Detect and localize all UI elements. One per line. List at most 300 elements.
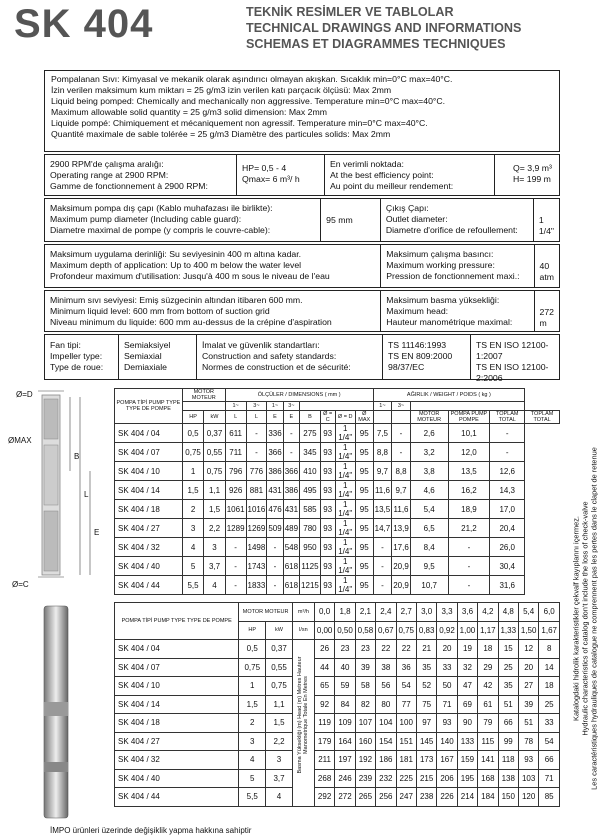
footer-note: İMPO ürünleri üzerinde değişiklik yapma hakkına sahiptir xyxy=(50,826,252,835)
op-hp: HP= 0,5 - 4 xyxy=(242,163,287,173)
table-cell: 71 xyxy=(437,695,457,714)
table-cell: 3 xyxy=(239,732,266,751)
flow-ls: 0,83 xyxy=(416,621,436,640)
flow-ls: 1,67 xyxy=(539,621,560,640)
table-cell: 0,75 xyxy=(204,462,225,481)
table-cell: 21 xyxy=(416,640,436,659)
table-cell: 93 xyxy=(320,462,335,481)
table-cell: 1 1/4" xyxy=(335,424,355,443)
table-cell: 93 xyxy=(320,519,335,538)
table-cell: 0,37 xyxy=(266,640,293,659)
table-cell: 59 xyxy=(335,677,355,696)
table-cell: 0,55 xyxy=(266,658,293,677)
table-cell: 26 xyxy=(314,640,334,659)
table-cell: 40 xyxy=(335,658,355,677)
table-cell: 214 xyxy=(457,788,477,807)
operating-values xyxy=(237,155,325,195)
table-cell: 95 xyxy=(355,443,373,462)
table-cell: 32 xyxy=(457,658,477,677)
table-cell: 71 xyxy=(539,769,560,788)
liquid-line: Liquid being pomped: Chemically and mechanically non aggressive. Temperature min=0°C max=40°C. xyxy=(51,96,446,106)
table-cell: 1 xyxy=(182,462,203,481)
table-cell: 181 xyxy=(396,751,416,770)
table-cell: 386 xyxy=(283,481,299,500)
table-cell: 119 xyxy=(314,714,334,733)
table-cell: 345 xyxy=(300,443,321,462)
table-cell: 99 xyxy=(498,732,518,751)
table-row xyxy=(115,714,560,733)
table-cell: 4,6 xyxy=(410,481,448,500)
table-cell: 95 xyxy=(355,576,373,595)
table-cell: SK 404 / 04 xyxy=(115,640,239,659)
hp-header: HP xyxy=(239,621,266,640)
table-cell: 50 xyxy=(437,677,457,696)
dim-d: Ø=D xyxy=(16,390,33,399)
table-cell: 711 xyxy=(225,443,246,462)
liquid-line: Maximum allowable solid quantity = 25 g/m3 solid dimension: Max 2mm xyxy=(51,107,327,117)
table-row xyxy=(115,769,560,788)
table-cell: 13,9 xyxy=(392,519,411,538)
table-row xyxy=(115,500,560,519)
op-label: Gamme de fonctionnement à 2900 RPM: xyxy=(50,181,208,191)
table-cell: 179 xyxy=(314,732,334,751)
table-cell: 1269 xyxy=(246,519,267,538)
op-qmax: Qmax= 6 m³/ h xyxy=(242,174,300,184)
table-cell: 239 xyxy=(355,769,375,788)
table-cell: - xyxy=(246,424,267,443)
table-cell: 93 xyxy=(518,751,538,770)
table-cell: 93 xyxy=(320,443,335,462)
table-cell: 25 xyxy=(539,695,560,714)
table-cell: 95 xyxy=(355,500,373,519)
operating-box xyxy=(44,154,560,196)
level-label: Minimum liquid level: 600 mm from bottom of suction grid xyxy=(50,306,270,316)
efficiency-values xyxy=(495,155,559,195)
table-cell: 11,6 xyxy=(392,500,411,519)
diameter-box xyxy=(44,198,560,242)
std-item: 98/37/EC xyxy=(388,362,425,372)
table-cell: 85 xyxy=(539,788,560,807)
table-cell: - xyxy=(225,538,246,557)
table-cell: SK 404 / 18 xyxy=(115,500,183,519)
table-row xyxy=(115,677,560,696)
table-cell: 232 xyxy=(376,769,396,788)
level-box xyxy=(44,290,560,332)
table-cell: 115 xyxy=(478,732,498,751)
kw-header: kW xyxy=(266,621,293,640)
table-cell: 509 xyxy=(267,519,283,538)
table-cell: 164 xyxy=(335,732,355,751)
table-cell: 154 xyxy=(376,732,396,751)
liquid-line: Quantité maximale de sable tolérée = 25 g/m3 Diamètre des particules solids: Max 2mm xyxy=(51,129,391,139)
table-cell: SK 404 / 27 xyxy=(115,519,183,538)
table-cell: 47 xyxy=(457,677,477,696)
std-label: Normes de construction et de sécurité: xyxy=(202,362,351,372)
table-cell: 95 xyxy=(355,424,373,443)
table-row xyxy=(115,443,560,462)
table-cell: 18,9 xyxy=(448,500,490,519)
column-header: kW xyxy=(204,411,225,424)
table-cell: 160 xyxy=(355,732,375,751)
table-cell: 238 xyxy=(416,788,436,807)
table-cell: 145 xyxy=(416,732,436,751)
table-cell: 0,5 xyxy=(182,424,203,443)
depth-label: Maksimum uygulama derinliği: Su seviyesinin 400 m altına kadar. xyxy=(50,249,302,259)
flow-m3: 1,8 xyxy=(335,603,355,622)
level-label: Niveau minimum du liquide: 600 mm au-dessus de la crépine d'aspiration xyxy=(50,317,332,327)
table-cell: 1061 xyxy=(225,500,246,519)
table-cell: SK 404 / 44 xyxy=(115,788,239,807)
head-value: 272 m xyxy=(539,307,554,328)
table-cell: SK 404 / 44 xyxy=(115,576,183,595)
eff-label: At the best efficiency point: xyxy=(330,170,434,180)
table-cell: SK 404 / 07 xyxy=(115,443,183,462)
table-cell: 20,9 xyxy=(392,576,411,595)
table-cell: 3,8 xyxy=(410,462,448,481)
table-row xyxy=(115,732,560,751)
table-cell: 39 xyxy=(518,695,538,714)
head-labels xyxy=(381,291,534,331)
table-cell: - xyxy=(246,443,267,462)
column-header: E xyxy=(283,411,299,424)
table-cell: 8,4 xyxy=(410,538,448,557)
table-cell: 10,1 xyxy=(448,424,490,443)
table-cell: 69 xyxy=(457,695,477,714)
table-cell: 881 xyxy=(246,481,267,500)
table-cell: - xyxy=(373,557,392,576)
table-cell: 247 xyxy=(396,788,416,807)
table-cell: 2,6 xyxy=(410,424,448,443)
flow-m3: 5,4 xyxy=(518,603,538,622)
table-cell: 197 xyxy=(335,751,355,770)
column-header: MOTOR MOTEUR xyxy=(410,411,448,424)
table-cell: 476 xyxy=(267,500,283,519)
table-cell: 1 1/4" xyxy=(335,538,355,557)
table-cell: 77 xyxy=(396,695,416,714)
table-cell: - xyxy=(392,424,411,443)
table-row xyxy=(115,658,560,677)
phase-header: 1~ xyxy=(225,402,246,411)
table-cell: 66 xyxy=(498,714,518,733)
table-cell: 366 xyxy=(267,443,283,462)
title-tr: TEKNİK RESİMLER VE TABLOLAR xyxy=(246,5,454,19)
table-cell: 51 xyxy=(498,695,518,714)
table-cell: SK 404 / 10 xyxy=(115,677,239,696)
head-vertical-label xyxy=(292,640,314,807)
liquid-line: Liquide pompé: Chimiquement et mécaniquement non agressif. Temperature min=0°C max=40°C. xyxy=(51,118,428,128)
table-cell: 16,2 xyxy=(448,481,490,500)
table-header-row xyxy=(115,389,560,402)
table-cell: 268 xyxy=(314,769,334,788)
table-cell: 25 xyxy=(498,658,518,677)
std-labels xyxy=(197,335,383,379)
column-header: Ø = C xyxy=(320,411,335,424)
table-cell: 35 xyxy=(416,658,436,677)
table-cell: - xyxy=(283,424,299,443)
phase-header xyxy=(300,402,374,411)
table-cell: 42 xyxy=(478,677,498,696)
table-row xyxy=(115,462,560,481)
table-cell: 97 xyxy=(416,714,436,733)
fan-values xyxy=(119,335,197,379)
table-cell: 0,55 xyxy=(204,443,225,462)
table-cell: 75 xyxy=(416,695,436,714)
table-cell: 20,4 xyxy=(490,519,525,538)
table-cell: 1215 xyxy=(300,576,321,595)
table-cell: 366 xyxy=(283,462,299,481)
table-cell: 3 xyxy=(266,751,293,770)
table-cell: 3,7 xyxy=(204,557,225,576)
table-cell: 548 xyxy=(283,538,299,557)
table-cell: SK 404 / 14 xyxy=(115,481,183,500)
phase-header: 1~ xyxy=(373,402,392,411)
table-cell: - xyxy=(373,538,392,557)
table-cell: 1,5 xyxy=(204,500,225,519)
table-cell: 0,75 xyxy=(239,658,266,677)
dim-c: Ø=C xyxy=(12,580,29,589)
table-cell: 5 xyxy=(239,769,266,788)
table-row xyxy=(115,557,560,576)
table-cell: 611 xyxy=(225,424,246,443)
table-cell: 92 xyxy=(314,695,334,714)
dim-e: E xyxy=(94,528,100,537)
table-cell: 211 xyxy=(314,751,334,770)
table-cell: 23 xyxy=(355,640,375,659)
phase-header xyxy=(410,402,524,411)
table-cell: 5,5 xyxy=(182,576,203,595)
liquid-line: İzin verilen maksimum kum miktarı = 25 g/m3 izin verilen katı parçacık ölçüsü: Max 2mm xyxy=(51,85,392,95)
outlet-label: Outlet diameter: xyxy=(385,214,448,224)
column-header: Ø MAX xyxy=(355,411,373,424)
table-cell: 4 xyxy=(182,538,203,557)
table-cell: 95 xyxy=(355,462,373,481)
table-cell: - xyxy=(225,576,246,595)
table-cell: - xyxy=(490,443,525,462)
table-cell: 195 xyxy=(457,769,477,788)
table-cell: 35 xyxy=(498,677,518,696)
table-cell: 23 xyxy=(335,640,355,659)
flow-m3: 4,8 xyxy=(498,603,518,622)
table-cell: 206 xyxy=(437,769,457,788)
std-list-2 xyxy=(471,335,559,383)
table-row xyxy=(115,424,560,443)
table-row xyxy=(115,788,560,807)
column-header xyxy=(373,411,392,424)
table-cell: 246 xyxy=(335,769,355,788)
table-cell: 107 xyxy=(355,714,375,733)
eff-label: Au point du meilleur rendement: xyxy=(330,181,454,191)
table-cell: 4 xyxy=(204,576,225,595)
std-label: Construction and safety standards: xyxy=(202,351,337,361)
flow-m3: 3,3 xyxy=(437,603,457,622)
table-cell: 3,2 xyxy=(410,443,448,462)
phase-header: 3~ xyxy=(283,402,299,411)
std-item: TS EN ISO 12100-1:2007 xyxy=(476,340,549,361)
flow-ls: 1,00 xyxy=(457,621,477,640)
table-cell: SK 404 / 07 xyxy=(115,658,239,677)
table-cell: 225 xyxy=(396,769,416,788)
table-cell: SK 404 / 18 xyxy=(115,714,239,733)
table-cell: 2 xyxy=(182,500,203,519)
table-cell: 184 xyxy=(478,788,498,807)
table-cell: SK 404 / 40 xyxy=(115,557,183,576)
head-label: Hauteur manométrique maximal: xyxy=(386,317,513,327)
table-cell: 31,6 xyxy=(490,576,525,595)
fan-label: Fan tipi: xyxy=(50,340,81,350)
column-header: B xyxy=(300,411,321,424)
table-cell: 19 xyxy=(457,640,477,659)
flow-ls: 0,75 xyxy=(396,621,416,640)
table-cell: 192 xyxy=(355,751,375,770)
table-cell: 118 xyxy=(498,751,518,770)
table-cell: 1,5 xyxy=(266,714,293,733)
flow-ls: 0,67 xyxy=(376,621,396,640)
table-cell: 776 xyxy=(246,462,267,481)
table-cell: 95 xyxy=(355,557,373,576)
table-cell: 256 xyxy=(376,788,396,807)
table-cell: 12 xyxy=(518,640,538,659)
side-note xyxy=(570,420,600,820)
fan-value: Semiaxial xyxy=(124,351,162,361)
table-cell: 13,5 xyxy=(448,462,490,481)
table-cell: 13,5 xyxy=(373,500,392,519)
table-cell: 1 1/4" xyxy=(335,519,355,538)
table-cell: 1833 xyxy=(246,576,267,595)
depth-labels xyxy=(45,245,381,287)
table-cell: 104 xyxy=(376,714,396,733)
table-cell: 159 xyxy=(457,751,477,770)
fan-label: Type de roue: xyxy=(50,362,104,372)
flow-m3: 3,6 xyxy=(457,603,477,622)
side-note-line: Hydraulic characteristics of catalog don't include the loss of check-valve xyxy=(580,501,590,736)
table-cell: 618 xyxy=(283,557,299,576)
eff-q: Q= 3,9 m³ xyxy=(513,163,552,173)
table-cell: 36 xyxy=(396,658,416,677)
table-cell: 95 xyxy=(355,538,373,557)
flow-ls: 1,50 xyxy=(518,621,538,640)
motor-header: MOTOR MOTEUR xyxy=(182,389,225,402)
table-cell: 93 xyxy=(320,481,335,500)
table-cell: 4 xyxy=(239,751,266,770)
dimensions-table xyxy=(114,388,560,595)
phase-header: 3~ xyxy=(392,402,411,411)
table-cell: 495 xyxy=(300,481,321,500)
table-cell: 489 xyxy=(283,519,299,538)
table-cell: - xyxy=(490,424,525,443)
table-cell: 9,7 xyxy=(392,481,411,500)
table-row xyxy=(115,538,560,557)
dim-l: L xyxy=(84,490,89,499)
table-cell: 14 xyxy=(539,658,560,677)
pump-photo xyxy=(8,602,108,822)
table-cell: 1,5 xyxy=(239,695,266,714)
flow-m3: 4,2 xyxy=(478,603,498,622)
head-vertical-text: Basma Yüksekliği (m) Head (m) Metres Hauteur Manometrique Totale En Metres xyxy=(296,656,309,774)
side-note-line: Katalogdaki hidrolik karakteristikler çekvalf kayıplarını içermez. xyxy=(571,516,581,721)
fan-value: Semiaksiyel xyxy=(124,340,171,350)
op-label: Operating range at 2900 RPM: xyxy=(50,170,169,180)
table-cell: 1,1 xyxy=(204,481,225,500)
table-cell: 10,7 xyxy=(410,576,448,595)
column-header xyxy=(392,411,411,424)
table-cell: 54 xyxy=(396,677,416,696)
flow-ls: 1,33 xyxy=(498,621,518,640)
column-header: TOPLAM TOTAL xyxy=(490,411,525,424)
phase-header: 3~ xyxy=(246,402,267,411)
title-en: TECHNICAL DRAWINGS AND INFORMATIONS xyxy=(246,21,522,35)
table-cell: 5,4 xyxy=(410,500,448,519)
table-cell: 17,6 xyxy=(392,538,411,557)
column-header: L xyxy=(225,411,246,424)
table-cell: 14,7 xyxy=(373,519,392,538)
head-label: Maximum head: xyxy=(386,306,449,316)
table-row xyxy=(115,481,560,500)
table-cell: 95 xyxy=(355,519,373,538)
table-cell: 51 xyxy=(518,714,538,733)
table-row xyxy=(115,751,560,770)
table-cell: 22 xyxy=(396,640,416,659)
phase-header xyxy=(182,402,225,411)
motor-header: MOTOR MOTEUR xyxy=(239,603,293,622)
table-cell: - xyxy=(448,576,490,595)
std-item: TS EN ISO 12100-2:2006 xyxy=(476,362,549,383)
table-cell: 6,5 xyxy=(410,519,448,538)
table-cell: 9,5 xyxy=(410,557,448,576)
standards-box xyxy=(44,334,560,383)
table-row xyxy=(115,640,560,659)
table-cell: 21,2 xyxy=(448,519,490,538)
column-header: Ø = D xyxy=(335,411,355,424)
op-label: 2900 RPM'de çalışma aralığı: xyxy=(50,159,164,169)
table-cell: 926 xyxy=(225,481,246,500)
flow-ls: 1,17 xyxy=(478,621,498,640)
flow-ls: 0,00 xyxy=(314,621,334,640)
pressure-labels xyxy=(381,245,534,287)
table-cell: 109 xyxy=(335,714,355,733)
flow-m3: 2,7 xyxy=(396,603,416,622)
pressure-value: 40 atm xyxy=(539,261,554,282)
table-cell: 292 xyxy=(314,788,334,807)
table-cell: 65 xyxy=(314,677,334,696)
table-cell: 120 xyxy=(518,788,538,807)
table-cell: 58 xyxy=(355,677,375,696)
flow-ls: 0,92 xyxy=(437,621,457,640)
table-cell: 7,5 xyxy=(373,424,392,443)
table-cell: 33 xyxy=(437,658,457,677)
table-cell: 93 xyxy=(320,424,335,443)
table-cell: 431 xyxy=(267,481,283,500)
table-row xyxy=(115,695,560,714)
std-item: TS EN 809:2000 xyxy=(388,351,453,361)
flow-ls: 0,58 xyxy=(355,621,375,640)
table-cell: 29 xyxy=(478,658,498,677)
table-cell: 272 xyxy=(335,788,355,807)
head-label: Maksimum basma yüksekliği: xyxy=(386,295,500,305)
pump-type-header: POMPA TİPİ PUMP TYPE TYPE DE POMPE xyxy=(115,603,239,640)
table-cell: 133 xyxy=(457,732,477,751)
table-cell: SK 404 / 32 xyxy=(115,751,239,770)
table-cell: - xyxy=(373,576,392,595)
table-cell: 618 xyxy=(283,576,299,595)
diameter-value: 95 mm xyxy=(321,199,381,241)
table-cell: 275 xyxy=(300,424,321,443)
table-cell: SK 404 / 40 xyxy=(115,769,239,788)
level-labels xyxy=(45,291,381,331)
table-cell: 141 xyxy=(478,751,498,770)
table-cell: 44 xyxy=(314,658,334,677)
table-cell: SK 404 / 27 xyxy=(115,732,239,751)
liquid-box xyxy=(44,70,560,152)
